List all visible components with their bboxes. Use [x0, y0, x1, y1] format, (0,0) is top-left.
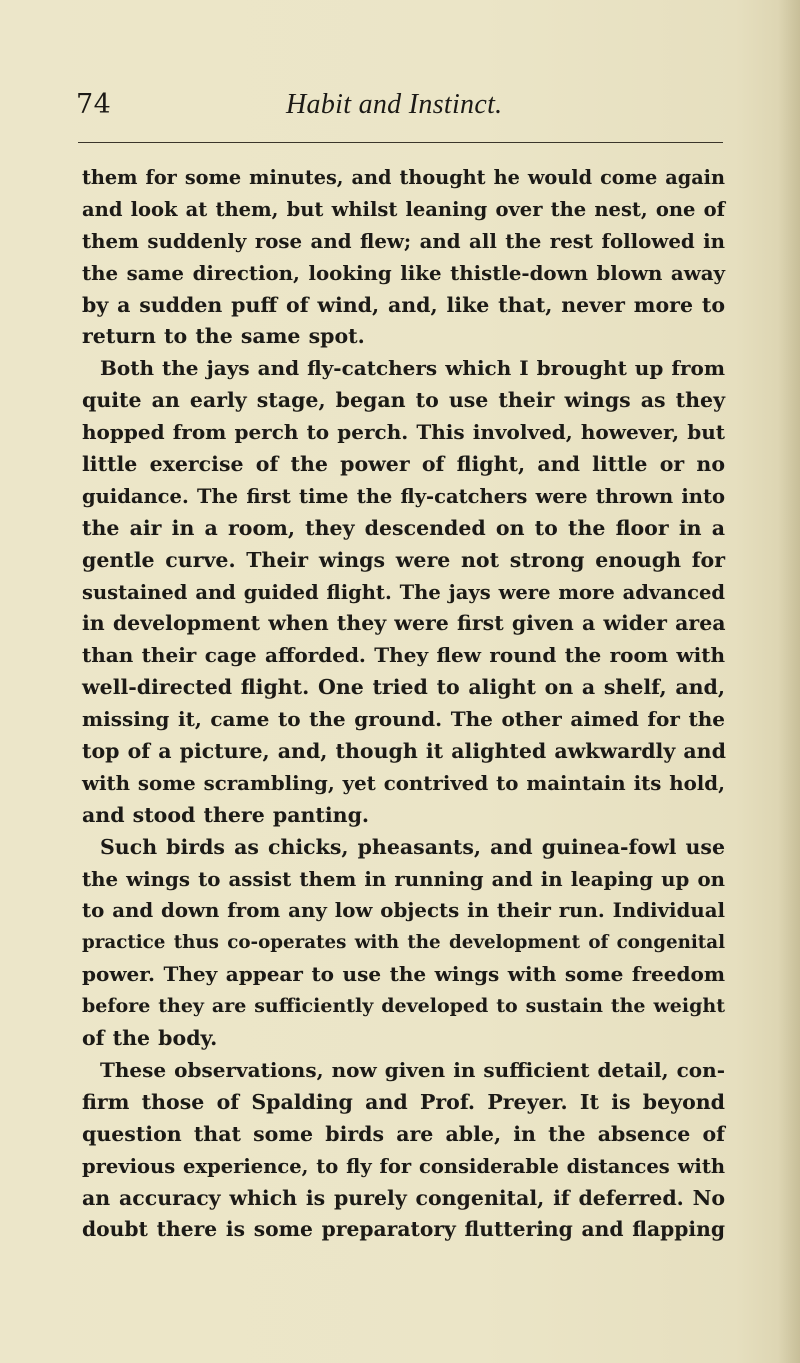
page-header	[76, 88, 724, 132]
text-line: These observations, now given in sufficient detail, con-	[100, 1057, 725, 1082]
text-line: gentle curve. Their wings were not strong enough for	[82, 547, 725, 572]
text-line: little exercise of the power of flight, and little or no	[82, 452, 725, 477]
running-title: Habit and Instinct.	[286, 89, 503, 120]
text-line: them for some minutes, and thought he would come again	[82, 166, 725, 189]
text-line: before they are sufficiently developed to sustain the weight	[82, 995, 725, 1018]
text-line: Such birds as chicks, pheasants, and guinea-fowl use	[100, 834, 725, 859]
text-line: with some scrambling, yet contrived to maintain its hold,	[82, 770, 725, 795]
text-line: of the body.	[82, 1026, 218, 1051]
text-line: quite an early stage, began to use their wings as they	[82, 388, 725, 413]
page-edge-shadow	[778, 0, 800, 1363]
text-line: to and down from any low objects in their run. Individual	[82, 898, 725, 923]
text-line: by a sudden puff of wind, and, like that, never more to	[82, 292, 725, 317]
page-number: 74	[76, 89, 112, 120]
text-line: missing it, came to the ground. The other aimed for the	[82, 707, 725, 732]
text-line: than their cage afforded. They flew round the room with	[82, 643, 725, 668]
text-line: top of a picture, and, though it alighted awkwardly and	[82, 739, 726, 764]
text-line: them suddenly rose and flew; and all the rest followed in	[82, 228, 725, 253]
header-rule	[78, 142, 723, 143]
text-line: power. They appear to use the wings with some freedom	[82, 962, 725, 987]
text-line: the wings to assist them in running and in leaping up on	[82, 866, 725, 891]
text-line: the air in a room, they descended on to the floor in a	[82, 515, 725, 540]
text-line: firm those of Spalding and Prof. Preyer. It is beyond	[82, 1089, 725, 1114]
text-line: return to the same spot.	[82, 324, 365, 349]
text-line: the same direction, looking like thistle-down blown away	[82, 260, 725, 285]
text-line: and stood there panting.	[82, 802, 370, 827]
text-line: sustained and guided flight. The jays were more advanced	[82, 580, 725, 604]
text-line: Both the jays and fly-catchers which I brought up from	[100, 356, 725, 381]
text-line: doubt there is some preparatory fluttering and flapping	[82, 1217, 725, 1242]
text-line: practice thus co-operates with the development of congenital	[82, 932, 725, 954]
text-line: guidance. The first time the fly-catchers were thrown into	[82, 484, 725, 508]
text-line: question that some birds are able, in the absence of	[82, 1121, 725, 1146]
text-line: well-directed flight. One tried to alight on a shelf, and,	[82, 675, 725, 700]
text-line: an accuracy which is purely congenital, if deferred. No	[82, 1185, 725, 1210]
body-text	[82, 162, 725, 1246]
text-line: previous experience, to fly for considerable distances with	[82, 1154, 725, 1178]
text-line: hopped from perch to perch. This involved, however, but	[82, 420, 725, 445]
text-line: and look at them, but whilst leaning over the nest, one of	[82, 197, 725, 221]
text-line: in development when they were first given a wider area	[82, 611, 726, 636]
